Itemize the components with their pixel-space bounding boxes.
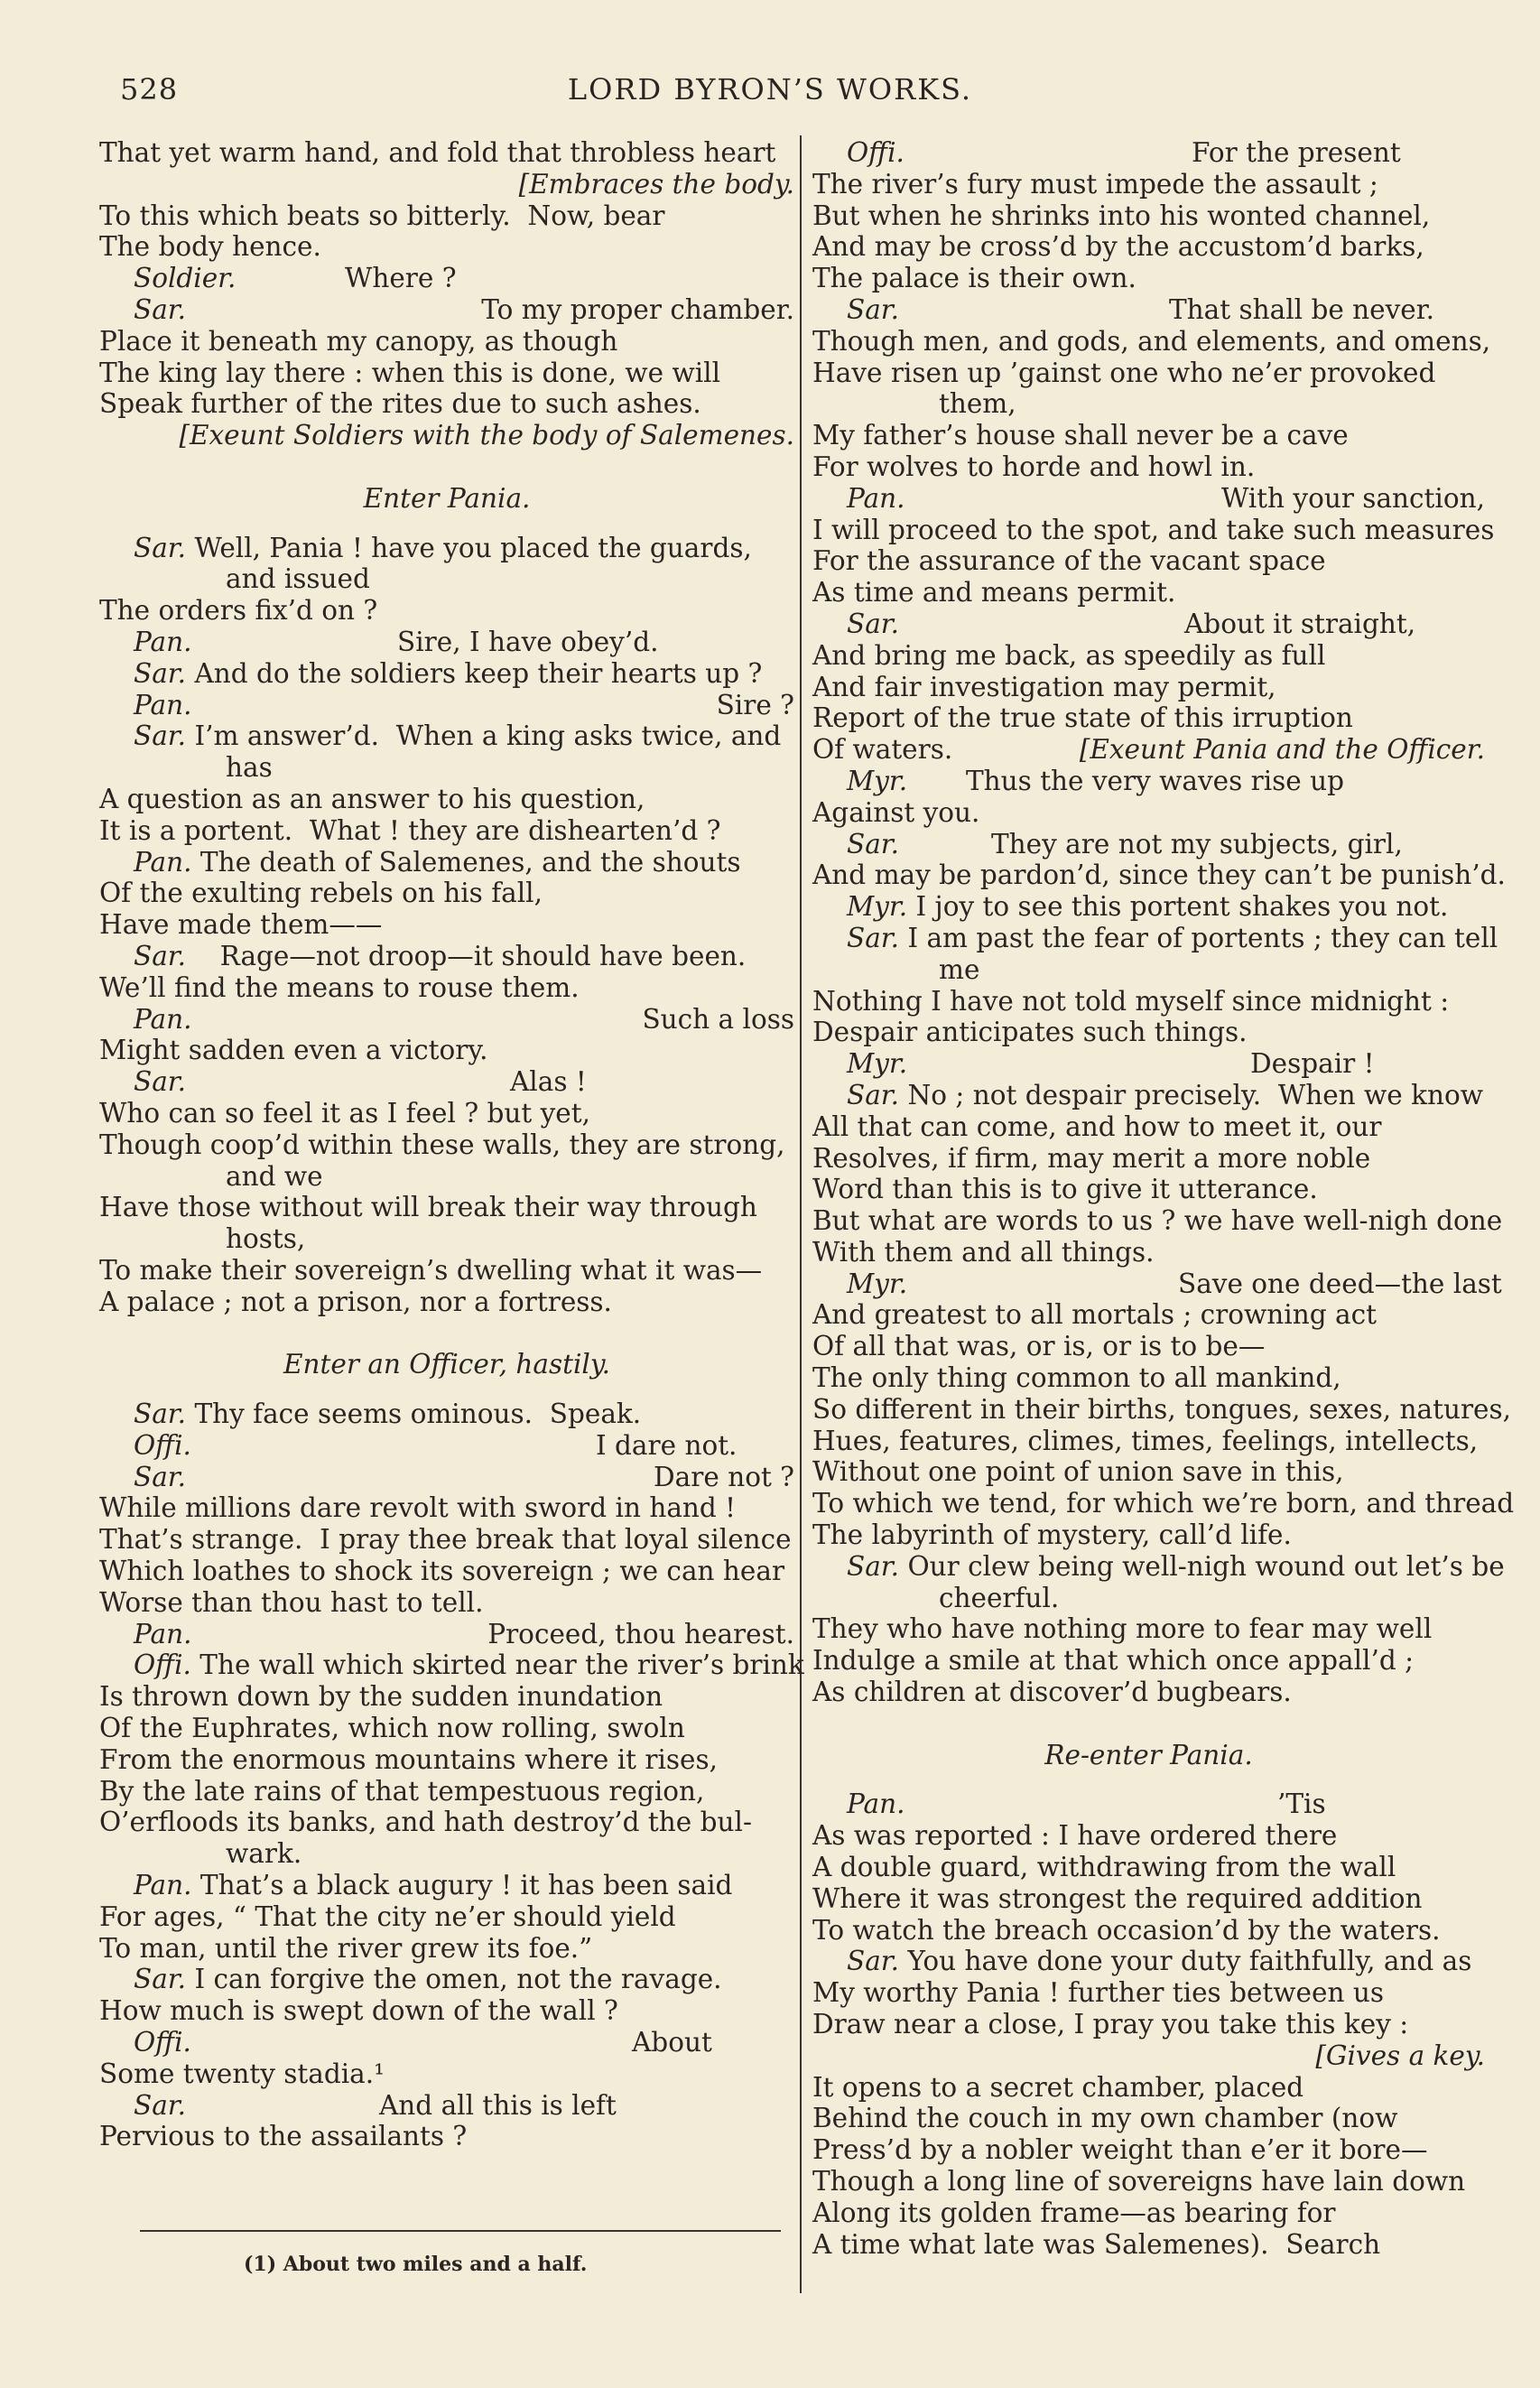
verse-line: Against you. bbox=[812, 796, 980, 828]
speaker: Sar. bbox=[134, 940, 187, 971]
verse-line: Have made them—— bbox=[99, 909, 383, 941]
speech-line: Sar. Well, Pania ! have you placed the guards, bbox=[134, 532, 752, 563]
verse-line: As time and means permit. bbox=[812, 577, 1176, 609]
speech-line: Pan. Proceed, thou hearest. bbox=[134, 1618, 794, 1649]
verse-line: Press’d by a nobler weight than e’er it bore— bbox=[812, 2134, 1428, 2166]
verse-line: Have risen up ’gainst one who ne’er provoked bbox=[812, 357, 1436, 388]
verse-line: Of the exulting rebels on his fall, bbox=[99, 878, 543, 909]
verse-line: The body hence. bbox=[99, 231, 321, 263]
speaker: Sar. bbox=[847, 922, 900, 953]
footnote-rule bbox=[140, 2230, 781, 2232]
verse-line: Nothing I have not told myself since midnight : bbox=[812, 985, 1450, 1017]
speaker: Sar. bbox=[134, 720, 187, 752]
speaker: Sar. bbox=[847, 1946, 900, 1977]
verse-line: For wolves to horde and howl in. bbox=[812, 451, 1256, 482]
verse-line: and we bbox=[226, 1160, 323, 1192]
verse-line: For the assurance of the vacant space bbox=[812, 545, 1326, 577]
speech-line: Of waters. [Exeunt Pania and the Officer. bbox=[812, 734, 1485, 766]
footnote: (1) About two miles and a half. bbox=[244, 2253, 588, 2276]
speaker: Offi. bbox=[134, 1649, 191, 1681]
speech-line: Myr. Thus the very waves rise up bbox=[847, 765, 1345, 796]
speaker: Pan. bbox=[134, 1870, 192, 1901]
page-number: 528 bbox=[120, 72, 179, 107]
verse-line: For ages, “ That the city ne’er should yield bbox=[99, 1900, 676, 1932]
verse-line: To make their sovereign’s dwelling what it was— bbox=[99, 1254, 763, 1286]
speaker: Sar. bbox=[847, 608, 900, 639]
column-divider bbox=[800, 135, 802, 2293]
speech-line: Sar. Thy face seems ominous. Speak. bbox=[134, 1398, 642, 1430]
speech-line: Sar. They are not my subjects, girl, bbox=[847, 828, 1403, 859]
speech-line: Sar. You have done your duty faithfully, and as bbox=[847, 1946, 1472, 1977]
speaker: Sar. bbox=[134, 2089, 187, 2121]
speaker: Sar. bbox=[847, 828, 900, 859]
speaker: Myr. bbox=[847, 1048, 908, 1080]
speech-line: Pan. With your sanction, bbox=[847, 482, 1485, 514]
speech-line: Pan. That’s a black augury ! it has been said bbox=[134, 1870, 733, 1901]
verse-line: The river’s fury must impede the assault ; bbox=[812, 168, 1378, 200]
verse-line: me bbox=[939, 953, 980, 985]
verse-line: Might sadden even a victory. bbox=[99, 1035, 488, 1066]
speaker: Sar. bbox=[847, 293, 900, 325]
verse-line: As children at discover’d bugbears. bbox=[812, 1677, 1292, 1708]
speech-line: Sar. I can forgive the omen, not the ravage. bbox=[134, 1964, 722, 1995]
stage-heading: Re-enter Pania. bbox=[1044, 1739, 1253, 1770]
verse-line: So different in their births, tongues, sexes, natures, bbox=[812, 1393, 1512, 1425]
verse-line: A double guard, withdrawing from the wall bbox=[812, 1852, 1396, 1883]
speech-line: Sar. Dare not ? bbox=[134, 1461, 794, 1492]
speaker: Sar. bbox=[134, 1964, 187, 1995]
verse-line: I will proceed to the spot, and take such measures bbox=[812, 514, 1495, 545]
verse-line: Report of the true state of this irruption bbox=[812, 702, 1353, 734]
verse-line: How much is swept down of the wall ? bbox=[99, 1995, 618, 2027]
stage-direction: [Gives a key. bbox=[1315, 2040, 1485, 2071]
speaker: Pan. bbox=[134, 1618, 192, 1649]
verse-line: hosts, bbox=[226, 1223, 306, 1255]
speaker: Offi. bbox=[134, 1429, 191, 1461]
speech-line: Myr. Save one deed—the last bbox=[847, 1268, 1502, 1299]
verse-line: The only thing common to all mankind, bbox=[812, 1362, 1341, 1394]
verse-line: Hues, features, climes, times, feelings, intellects, bbox=[812, 1425, 1479, 1456]
verse-line: The palace is their own. bbox=[812, 263, 1136, 294]
verse-line: To watch the breach occasion’d by the waters. bbox=[812, 1914, 1441, 1946]
verse-line: To which we tend, for which we’re born, and thread bbox=[812, 1488, 1515, 1519]
verse-line: They who have nothing more to fear may well bbox=[812, 1613, 1433, 1645]
stage-heading: Enter Pania. bbox=[363, 482, 531, 514]
stage-direction: [Embraces the body. bbox=[518, 168, 794, 200]
verse-line: But when he shrinks into his wonted channel, bbox=[812, 200, 1431, 231]
speech-line: Pan. Such a loss bbox=[134, 1003, 794, 1035]
verse-line: While millions dare revolt with sword in hand ! bbox=[99, 1492, 737, 1524]
verse-line: Where it was strongest the required addition bbox=[812, 1882, 1423, 1914]
verse-line: Of all that was, or is, or is to be— bbox=[812, 1331, 1266, 1362]
verse-line: We’ll find the means to rouse them. bbox=[99, 971, 580, 1003]
verse-line: That’s strange. I pray thee break that loyal silence bbox=[99, 1524, 792, 1556]
verse-line: It is a portent. What ! they are dishearten’d ? bbox=[99, 814, 721, 846]
verse-line: And may be cross’d by the accustom’d barks, bbox=[812, 231, 1424, 263]
verse-line: And may be pardon’d, since they can’t be punish’d. bbox=[812, 859, 1506, 891]
verse-line: Along its golden frame—as bearing for bbox=[812, 2197, 1336, 2228]
verse-line: Which loathes to shock its sovereign ; we can hear bbox=[99, 1556, 785, 1587]
speech-line: Sar. Rage—not droop—it should have been. bbox=[134, 940, 747, 971]
speaker: Pan. bbox=[134, 626, 192, 657]
verse-line: Place it beneath my canopy, as though bbox=[99, 325, 618, 357]
speech-line: Pan. The death of Salemenes, and the shouts bbox=[134, 846, 741, 878]
verse-line: Draw near a close, I pray you take this key : bbox=[812, 2009, 1409, 2040]
speaker: Pan. bbox=[134, 846, 192, 878]
speaker: Sar. bbox=[134, 1461, 187, 1492]
verse-line: A palace ; not a prison, nor a fortress. bbox=[99, 1286, 612, 1317]
verse-line: My worthy Pania ! further ties between us bbox=[812, 1977, 1384, 2009]
verse-line: Who can so feel it as I feel ? but yet, bbox=[99, 1097, 590, 1129]
verse-line: Resolves, if firm, may merit a more noble bbox=[812, 1142, 1371, 1174]
verse-line: And greatest to all mortals ; crowning act bbox=[812, 1299, 1377, 1331]
verse-line: Some twenty stadia.¹ bbox=[99, 2058, 385, 2089]
speaker: Offi. bbox=[847, 137, 905, 168]
verse-line: and issued bbox=[226, 563, 370, 595]
speech-line: Sar. I’m answer’d. When a king asks twice, and bbox=[134, 720, 782, 752]
left-column bbox=[99, 137, 804, 2152]
speaker: Offi. bbox=[134, 2027, 191, 2058]
speaker: Sar. bbox=[847, 1550, 900, 1582]
verse-line: Behind the couch in my own chamber (now bbox=[812, 2103, 1398, 2134]
speaker: Sar. bbox=[134, 1066, 187, 1098]
speaker: Sar. bbox=[847, 1079, 900, 1110]
speech-line: Sar. No ; not despair precisely. When we know bbox=[847, 1079, 1484, 1110]
verse-line: Despair anticipates such things. bbox=[812, 1017, 1248, 1048]
verse-line: Word than this is to give it utterance. bbox=[812, 1174, 1318, 1205]
verse-line: Without one point of union save in this, bbox=[812, 1456, 1344, 1488]
speech-line: Offi. For the present bbox=[847, 137, 1401, 168]
verse-line: It opens to a secret chamber, placed bbox=[812, 2071, 1304, 2103]
speech-line: Offi. I dare not. bbox=[134, 1429, 738, 1461]
verse-line: Of the Euphrates, which now rolling, swoln bbox=[99, 1713, 685, 1744]
speaker: Soldier. bbox=[134, 263, 237, 294]
verse-line: And bring me back, as speedily as full bbox=[812, 639, 1326, 671]
verse-line: Indulge a smile at that which once appall’d ; bbox=[812, 1645, 1415, 1677]
speaker: Myr. bbox=[847, 891, 908, 923]
verse-line: The labyrinth of mystery, call’d life. bbox=[812, 1519, 1292, 1551]
verse-line: wark. bbox=[226, 1838, 302, 1870]
verse-line: A question as an answer to his question, bbox=[99, 783, 645, 814]
speech-line: Sar. And all this is left bbox=[134, 2089, 617, 2121]
speaker: Pan. bbox=[847, 1789, 905, 1820]
speech-line: Myr. Despair ! bbox=[847, 1048, 1375, 1080]
speaker: Myr. bbox=[847, 765, 908, 796]
verse-line: The orders fix’d on ? bbox=[99, 595, 378, 627]
verse-line: As was reported : I have ordered there bbox=[812, 1820, 1338, 1852]
speaker: Sar. bbox=[134, 293, 187, 325]
speaker: Sar. bbox=[134, 657, 187, 689]
speaker: Sar. bbox=[134, 532, 187, 563]
verse-line: The king lay there : when this is done, we will bbox=[99, 357, 721, 388]
speaker: Sar. bbox=[134, 1398, 187, 1430]
speech-line: Sar. Alas ! bbox=[134, 1066, 587, 1098]
speaker: Pan. bbox=[847, 482, 905, 514]
running-title: LORD BYRON’S WORKS. bbox=[567, 72, 973, 107]
verse-line: cheerful. bbox=[939, 1582, 1060, 1613]
verse-line: O’erfloods its banks, and hath destroy’d the bul- bbox=[99, 1807, 752, 1838]
verse-line: By the late rains of that tempestuous region, bbox=[99, 1775, 705, 1807]
stage-direction: [Exeunt Soldiers with the body of Salemenes. bbox=[179, 420, 794, 451]
verse-line: has bbox=[226, 752, 273, 784]
verse-line: That yet warm hand, and fold that throbless heart bbox=[99, 137, 776, 168]
page-header bbox=[0, 72, 1540, 117]
verse-line: To man, until the river grew its foe.” bbox=[99, 1932, 593, 1964]
verse-line: Is thrown down by the sudden inundation bbox=[99, 1681, 663, 1713]
verse-line: And fair investigation may permit, bbox=[812, 671, 1276, 702]
verse-line: A time what late was Salemenes). Search bbox=[812, 2228, 1381, 2260]
speaker: Myr. bbox=[847, 1268, 908, 1299]
speaker: Pan. bbox=[134, 689, 192, 720]
speech-line: Offi. The wall which skirted near the river’s brink bbox=[134, 1649, 804, 1681]
verse-line: Have those without will break their way through bbox=[99, 1192, 757, 1223]
speech-line: Pan. Sire, I have obey’d. bbox=[134, 626, 659, 657]
speech-line: Pan. ’Tis bbox=[847, 1789, 1326, 1820]
speech-line: Sar. And do the soldiers keep their hearts up ? bbox=[134, 657, 763, 689]
speech-line: Sar. About it straight, bbox=[847, 608, 1416, 639]
speech-line: Sar. To my proper chamber. bbox=[134, 293, 794, 325]
right-column bbox=[812, 137, 1515, 2260]
verse-line: Though coop’d within these walls, they are strong, bbox=[99, 1129, 785, 1160]
verse-line: Though men, and gods, and elements, and omens, bbox=[812, 325, 1491, 357]
speech-line: Soldier. Where ? bbox=[134, 263, 457, 294]
verse-line: With them and all things. bbox=[812, 1236, 1155, 1268]
speech-line: Sar. Our clew being well-nigh wound out let’s be bbox=[847, 1550, 1505, 1582]
verse-line: them, bbox=[939, 388, 1016, 420]
verse-line: To this which beats so bitterly. Now, bear bbox=[99, 200, 665, 231]
speech-line: Pan. Sire ? bbox=[134, 689, 794, 720]
verse-line: Though a long line of sovereigns have lain down bbox=[812, 2166, 1466, 2197]
speech-line: Myr. I joy to see this portent shakes you not. bbox=[847, 891, 1449, 923]
verse-line: Pervious to the assailants ? bbox=[99, 2121, 468, 2152]
speaker: Pan. bbox=[134, 1003, 192, 1035]
speech-line: Sar. I am past the fear of portents ; they can tell bbox=[847, 922, 1498, 953]
speech-line: Sar. That shall be never. bbox=[847, 293, 1435, 325]
verse-line: But what are words to us ? we have well-nigh done bbox=[812, 1205, 1503, 1237]
verse-line: Speak further of the rites due to such ashes. bbox=[99, 388, 701, 420]
stage-heading: Enter an Officer, hastily. bbox=[283, 1349, 610, 1380]
speech-line: Offi. About bbox=[134, 2027, 712, 2058]
verse-line: From the enormous mountains where it rises, bbox=[99, 1743, 719, 1775]
verse-line: My father’s house shall never be a cave bbox=[812, 420, 1349, 451]
verse-line: Worse than thou hast to tell. bbox=[99, 1586, 484, 1618]
verse-line: All that can come, and how to meet it, our bbox=[812, 1110, 1382, 1142]
